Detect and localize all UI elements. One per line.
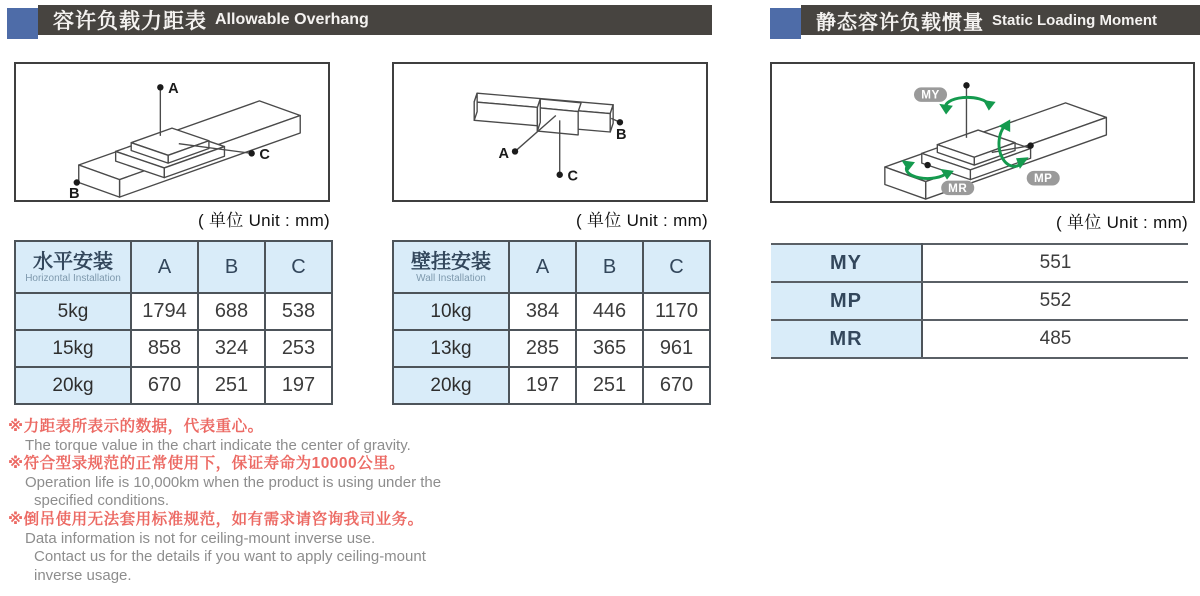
blue-accent-square	[770, 8, 801, 39]
column-header-b: B	[198, 241, 265, 293]
my-arrowhead	[939, 104, 953, 115]
header-title-zh: 容许负载力距表	[53, 10, 207, 33]
row-label: 20kg	[393, 367, 509, 404]
table-title-zh: 壁挂安装	[411, 250, 491, 273]
note-en: Contact us for the details if you want to apply ceiling-mount	[34, 548, 426, 566]
note-en: inverse usage.	[34, 566, 132, 584]
table-row	[15, 367, 332, 404]
value-b: 446	[576, 293, 643, 330]
table-row	[771, 282, 1188, 320]
table-row	[393, 367, 710, 404]
table-wall-installation	[392, 240, 711, 405]
table-title-zh: 水平安装	[33, 250, 113, 273]
mp-pill-label: MP	[1034, 172, 1053, 186]
section-header-static-loading-moment	[770, 5, 1200, 39]
value-a: 670	[131, 367, 198, 404]
value-c: 1170	[643, 293, 710, 330]
value-a: 384	[509, 293, 576, 330]
moment-label: MP	[771, 282, 922, 320]
table-row	[15, 330, 332, 367]
moment-value: 485	[922, 320, 1188, 358]
my-rotation-arrow	[946, 97, 989, 108]
rail-isometric-diagram	[16, 64, 328, 200]
header-bar	[801, 5, 1200, 35]
point-b-label: B	[69, 186, 80, 200]
value-b: 324	[198, 330, 265, 367]
mr-axis-marker	[924, 162, 930, 168]
column-header-a: A	[509, 241, 576, 293]
column-header-b: B	[576, 241, 643, 293]
row-label: 20kg	[15, 367, 131, 404]
value-a: 1794	[131, 293, 198, 330]
note-en: Data information is not for ceiling-mount inverse use.	[25, 529, 376, 547]
point-b-label: B	[616, 126, 627, 143]
table-row	[393, 293, 710, 330]
table-title-cell	[15, 241, 131, 293]
diagram-wall-installation	[392, 62, 708, 202]
diagram-horizontal-installation	[14, 62, 330, 202]
unit-caption: ( 单位 Unit : mm)	[576, 211, 708, 230]
my-axis-marker	[963, 82, 969, 88]
value-c: 538	[265, 293, 332, 330]
value-c: 197	[265, 367, 332, 404]
my-pill-label: MY	[921, 88, 940, 102]
point-b-marker	[617, 119, 623, 125]
table-row	[771, 244, 1188, 282]
row-label: 15kg	[15, 330, 131, 367]
point-a-marker	[512, 148, 518, 154]
moment-value: 552	[922, 282, 1188, 320]
column-header-c: C	[265, 241, 332, 293]
table-header-row	[15, 241, 332, 293]
note-en: Operation life is 10,000km when the product is using under the	[25, 473, 442, 491]
header-title-en: Allowable Overhang	[215, 11, 369, 28]
unit-caption: ( 单位 Unit : mm)	[198, 211, 330, 230]
point-c-label: C	[567, 168, 579, 185]
moment-label: MR	[771, 320, 922, 358]
value-b: 365	[576, 330, 643, 367]
mr-pill-label: MR	[948, 181, 968, 195]
value-b: 251	[576, 367, 643, 404]
value-c: 961	[643, 330, 710, 367]
note-zh: ※倒吊使用无法套用标准规范，如有需求请咨询我司业务。	[8, 510, 424, 528]
rail-moment-diagram	[772, 64, 1193, 201]
header-title-en: Static Loading Moment	[992, 11, 1157, 29]
note-zh: ※符合型录规范的正常使用下，保证寿命为10000公里。	[8, 455, 406, 473]
table-static-loading-moment	[771, 243, 1188, 359]
header-title-zh: 静态容许负载惯量	[816, 11, 984, 34]
row-label: 10kg	[393, 293, 509, 330]
column-header-a: A	[131, 241, 198, 293]
note-en: specified conditions.	[34, 492, 170, 510]
point-c-marker	[248, 150, 254, 156]
carriage-front	[537, 108, 578, 135]
footnotes	[8, 418, 488, 585]
moment-label: MY	[771, 244, 922, 282]
table-row	[771, 320, 1188, 358]
value-b: 251	[198, 367, 265, 404]
my-arrowhead	[983, 100, 996, 111]
point-c-label: C	[259, 147, 270, 164]
row-label: 13kg	[393, 330, 509, 367]
value-c: 253	[265, 330, 332, 367]
table-title-cell	[393, 241, 509, 293]
row-label: 5kg	[15, 293, 131, 330]
column-header-c: C	[643, 241, 710, 293]
section-header-allowable-overhang	[7, 5, 712, 39]
value-a: 858	[131, 330, 198, 367]
value-a: 197	[509, 367, 576, 404]
mp-axis-marker	[1027, 142, 1033, 148]
diagram-static-loading-moment	[770, 62, 1195, 203]
rail-side-diagram	[394, 64, 706, 200]
table-horizontal-installation	[14, 240, 333, 405]
note-zh: ※力距表所表示的数据，代表重心。	[8, 418, 264, 435]
note-en: The torque value in the chart indicate the center of gravity.	[25, 436, 411, 454]
point-c-marker	[557, 172, 563, 178]
blue-accent-square	[7, 8, 38, 39]
table-title-en: Wall Installation	[416, 272, 486, 284]
table-title-en: Horizontal Installation	[25, 272, 121, 284]
value-b: 688	[198, 293, 265, 330]
moment-value: 551	[922, 244, 1188, 282]
point-a-label: A	[168, 81, 179, 98]
point-a-label: A	[498, 146, 510, 163]
point-a-marker	[157, 84, 163, 90]
table-row	[15, 293, 332, 330]
unit-caption: ( 单位 Unit : mm)	[1056, 213, 1188, 232]
value-c: 670	[643, 367, 710, 404]
value-a: 285	[509, 330, 576, 367]
point-b-marker	[74, 179, 80, 185]
table-header-row	[393, 241, 710, 293]
table-row	[393, 330, 710, 367]
header-bar	[38, 5, 712, 35]
